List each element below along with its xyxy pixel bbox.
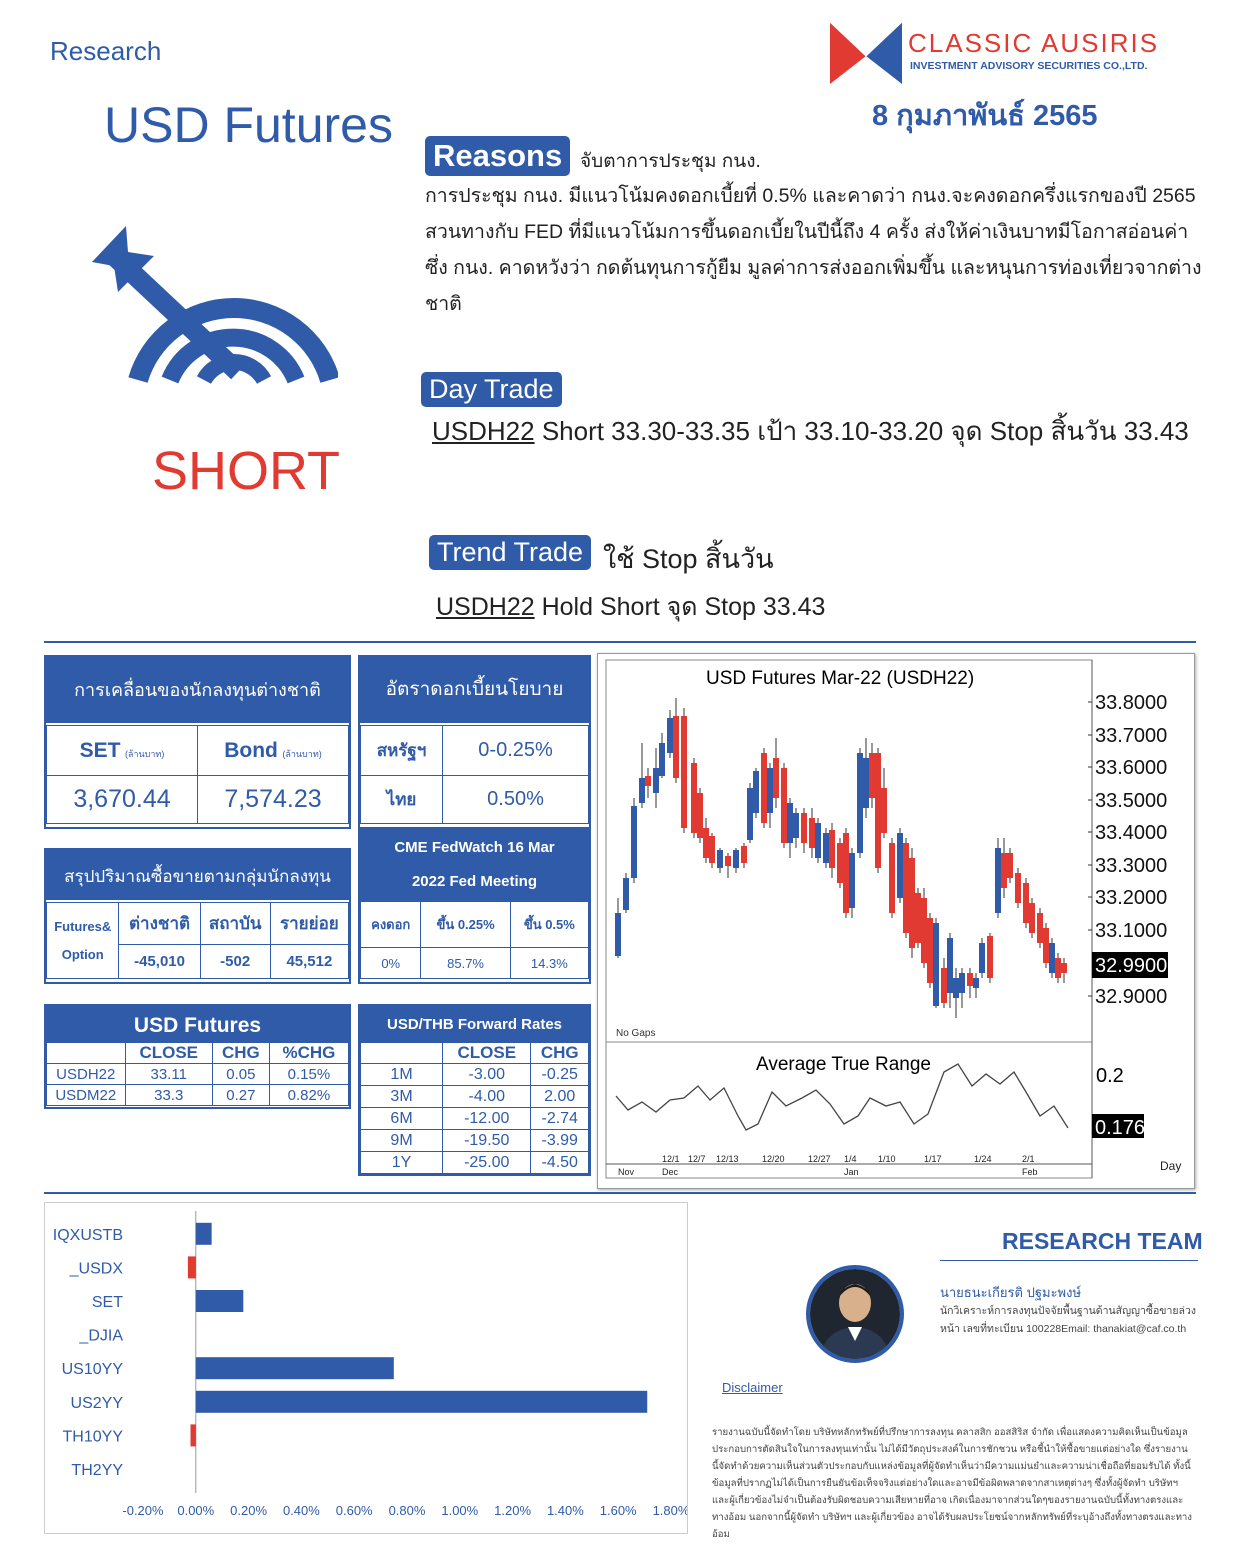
col-header: CLOSE: [443, 1043, 531, 1064]
month-tick-label: Feb: [1022, 1167, 1038, 1177]
disclaimer-text: รายงานฉบับนี้จัดทำโดย บริษัทหลักทรัพย์ที่ปรึกษาการลงทุน คลาสสิก ออสสิริส จำกัด เพื่อแสดงความคิดเห็นเป็นข้อมูลประกอบการตัดสินใจในการลงทุนเท่านั้น ไม่ได้มีวัตถุประสงค์ในการชักชวน หรือชี้นำให้ซื้อขายแต่อย่างใด ซึ่งรายงานนี้จัดทำด้วยความเห็นส่วนตัวประกอบกับแหล่งข้อมูลที่ผู้จัดทำเห็นว่ามีความแม่นยำและความน่าเชื่อถือที่ยอมรับได้ ทั้งนี้ข้อมูลที่ปรากฏไม่ได้เป็นการยืนยันข้อเท็จจริงแต่อย่างใดและอาจมีข้อผิดพลาดจากสาเหตุต่างๆ ซึ่งทั้งผู้จัดทำ บริษัทฯ และผู้เกี่ยวข้องไม่จำเป็นต้องรับผิดชอบความเสียหายที่อาจ เกิดเนื่องมาจากส่วนใดๆของรายงานฉบับนี้ทั้งทางตรงและทางอ้อม นอกจากนี้ผู้จัดทำ บริษัทฯ และผู้เกี่ยวข้อง อาจได้รับผลประโยชน์จากหลักทรัพย์ที่ระบุอ้างถึงทั้งทางตรงและทางอ้อม: [712, 1427, 1192, 1540]
report-date: 8 กุมภาพันธ์ 2565: [872, 100, 1098, 132]
retail-header: รายย่อย: [270, 903, 348, 945]
col-header: [361, 1043, 443, 1064]
table-row: [361, 1086, 589, 1108]
cell: 0.15%: [269, 1064, 348, 1085]
foreign-value: -45,010: [119, 945, 200, 979]
bar-category-label: IQXUSTB: [52, 1226, 123, 1244]
candle-body: [979, 943, 985, 973]
x-tick-label: 0.40%: [282, 1503, 320, 1518]
market-change-svg: [45, 1203, 687, 1533]
reasons-tag: Reasons: [425, 136, 570, 176]
candle-body: [909, 858, 915, 948]
forward-rates-title: USD/THB Forward Rates: [360, 1006, 589, 1042]
cell: 1M: [361, 1064, 443, 1086]
section-label: Research: [50, 36, 162, 66]
candle-body: [881, 788, 887, 833]
candle-body: [761, 753, 767, 823]
month-tick-label: Nov: [618, 1167, 635, 1177]
bond-value: 7,574.23: [198, 776, 349, 824]
last-price: 32.9900: [1095, 955, 1168, 977]
candle-body: [1001, 853, 1007, 888]
candle-body: [667, 718, 673, 753]
atr-title: Average True Range: [756, 1054, 931, 1075]
candle-body: [837, 843, 843, 883]
logo-subtitle: INVESTMENT ADVISORY SECURITIES CO.,LTD.: [910, 60, 1148, 72]
y-tick-label: 32.9000: [1095, 986, 1168, 1008]
candle-body: [681, 716, 687, 828]
candle-body: [753, 771, 759, 813]
divider: [44, 1192, 1196, 1194]
investor-summary-title: สรุปปริมาณซื้อขายตามกลุ่มนักลงทุน: [46, 850, 349, 900]
candle-body: [691, 763, 697, 833]
candle-body: [875, 753, 881, 868]
y-tick-label: 33.1000: [1095, 920, 1168, 942]
table-row: [361, 1152, 589, 1174]
cell: -3.00: [443, 1064, 531, 1086]
fedwatch-value: 14.3%: [510, 948, 588, 979]
usd-futures-title: USD Futures: [46, 1006, 349, 1042]
date-tick-label: 1/17: [924, 1154, 942, 1164]
reasons-body: การประชุม กนง. มีแนวโน้มคงดอกเบี้ยที่ 0.5% และคาดว่า กนง.จะคงดอกครึ่งแรกของปี 2565 สวนทางกับ FED ที่มีแนวโน้มการขึ้นดอกเบี้ยในปีนี้ถึง 4 ครั้ง ส่งให้ค่าเงินบาทมีโอกาสอ่อนค่า ซึ่ง กนง. คาดหวังว่า กดต้นทุนการกู้ยืม มูลค่าการส่งออกเพิ่มขึ้น และหนุนการท่องเที่ยวจากต่างชาติ: [425, 185, 1202, 315]
y-tick-label: 33.5000: [1095, 790, 1168, 812]
divider: [940, 1260, 1198, 1261]
market-change-chart: [44, 1202, 688, 1534]
fedwatch-header: ขึ้น 0.25%: [421, 902, 510, 948]
y-tick-label: 33.6000: [1095, 757, 1168, 779]
candle-body: [889, 843, 895, 913]
x-tick-label: 1.60%: [599, 1503, 637, 1518]
col-header: CLOSE: [125, 1043, 212, 1064]
trend-trade-text: Hold Short จุด Stop 33.43: [534, 593, 826, 621]
candle-body: [857, 753, 863, 853]
candle-body: [1037, 913, 1043, 943]
candle-body: [915, 893, 921, 943]
foreign-flow-title: การเคลื่อนของนักลงทุนต่างชาติ: [46, 657, 349, 723]
col-header: CHG: [531, 1043, 589, 1064]
date-tick-label: 12/7: [688, 1154, 706, 1164]
y-tick-label: 33.4000: [1095, 822, 1168, 844]
cell: -19.50: [443, 1130, 531, 1152]
candle-body: [1055, 958, 1061, 978]
policy-rate-title: อัตราดอกเบี้ยนโยบาย: [360, 657, 589, 723]
page-title: USD Futures: [104, 97, 393, 153]
candle-body: [615, 913, 621, 956]
candle-body: [959, 973, 965, 993]
investor-summary-panel: [44, 848, 351, 984]
cell: 0.82%: [269, 1085, 348, 1106]
bar-us2yy: [196, 1391, 647, 1413]
candle-body: [673, 716, 679, 778]
bar-category-label: SET: [91, 1294, 123, 1311]
x-tick-label: 1.00%: [441, 1503, 479, 1518]
date-tick-label: 12/1: [662, 1154, 680, 1164]
cell: 33.11: [125, 1064, 212, 1085]
date-tick-label: 12/27: [808, 1154, 831, 1164]
candle-body: [717, 850, 723, 868]
candle-body: [623, 878, 629, 910]
candle-body: [703, 828, 709, 858]
candle-body: [967, 973, 973, 986]
candle-body: [733, 850, 739, 868]
table-row: [47, 1085, 349, 1106]
period-label: Day: [1160, 1159, 1182, 1173]
bar-category-label: US10YY: [61, 1361, 123, 1379]
candle-body: [973, 978, 979, 988]
candle-body: [1029, 903, 1035, 933]
foreign-flow-panel: [44, 655, 351, 829]
fedwatch-header: คงดอก: [361, 902, 421, 948]
cell: 1Y: [361, 1152, 443, 1174]
atr-tick: 0.2: [1096, 1065, 1124, 1087]
analyst-avatar: [806, 1265, 904, 1363]
x-tick-label: 0.00%: [177, 1503, 215, 1518]
bar-category-label: _DJIA: [79, 1327, 123, 1345]
month-tick-label: Jan: [844, 1167, 859, 1177]
no-gaps-label: No Gaps: [616, 1028, 656, 1039]
cell: USDM22: [47, 1085, 126, 1106]
atr-last: 0.176: [1095, 1117, 1146, 1139]
candle-body: [1007, 853, 1013, 878]
reasons-headline: จับตาการประชุม กนง.: [580, 151, 761, 172]
table-row: [47, 1064, 349, 1085]
candle-body: [995, 848, 1001, 913]
price-chart-title: USD Futures Mar-22 (USDH22): [706, 668, 975, 689]
logo-name: CLASSIC AUSIRIS: [908, 28, 1160, 58]
x-tick-label: 1.40%: [546, 1503, 584, 1518]
fedwatch-header: ขึ้น 0.5%: [510, 902, 588, 948]
bar-iqxustb: [196, 1223, 212, 1245]
cell: -12.00: [443, 1108, 531, 1130]
candle-body: [1049, 943, 1055, 973]
policy-rate-value: 0.50%: [443, 776, 589, 824]
y-tick-label: 33.8000: [1095, 692, 1168, 714]
stance-label: SHORT: [152, 441, 341, 501]
price-chart-panel: [597, 653, 1195, 1189]
target-icon: [82, 222, 338, 388]
research-team-title: RESEARCH TEAM: [1002, 1228, 1203, 1254]
cell: USDH22: [47, 1064, 126, 1085]
bar-th10yy: [191, 1424, 196, 1446]
candle-body: [843, 833, 849, 913]
trend-trade-recommendation: [436, 587, 825, 627]
x-tick-label: 1.80%: [652, 1503, 687, 1518]
cell: -3.99: [531, 1130, 589, 1152]
day-trade-tag: Day Trade: [421, 372, 562, 407]
candle-body: [741, 846, 747, 863]
bar-category-label: US2YY: [70, 1394, 123, 1412]
cell: 0.05: [212, 1064, 269, 1085]
fedwatch-value: 0%: [361, 948, 421, 979]
candle-body: [947, 938, 953, 993]
candle-body: [863, 758, 869, 808]
divider: [44, 641, 1196, 643]
analyst-description: นักวิเคราะห์การลงทุนปัจจัยพื้นฐานด้านสัญญาซื้อขายล่วงหน้า เลขที่ทะเบียน 100228Email: thanakiat@caf.co.th: [940, 1305, 1196, 1335]
usd-futures-panel: [44, 1004, 351, 1109]
date-tick-label: 12/13: [716, 1154, 739, 1164]
candle-body: [941, 968, 947, 1003]
candle-body: [801, 813, 807, 843]
bar-category-label: TH10YY: [62, 1428, 123, 1446]
candle-body: [659, 743, 665, 776]
candle-body: [809, 818, 815, 848]
cell: -4.50: [531, 1152, 589, 1174]
candle-body: [787, 803, 793, 843]
cell: 0.27: [212, 1085, 269, 1106]
x-tick-label: 1.20%: [494, 1503, 532, 1518]
cell: -0.25: [531, 1064, 589, 1086]
forward-rates-panel: [358, 1004, 591, 1176]
cell: 2.00: [531, 1086, 589, 1108]
candle-body: [653, 768, 659, 793]
y-tick-label: 33.2000: [1095, 887, 1168, 909]
candle-body: [927, 918, 933, 983]
set-header: SET (ล้านบาท): [47, 726, 198, 776]
cell: 3M: [361, 1086, 443, 1108]
fedwatch-panel: [358, 827, 591, 984]
cell: -4.00: [443, 1086, 531, 1108]
cell: 6M: [361, 1108, 443, 1130]
date-tick-label: 12/20: [762, 1154, 785, 1164]
candle-body: [781, 768, 787, 843]
candle-body: [1015, 873, 1021, 903]
bar-set: [196, 1290, 244, 1312]
candle-body: [697, 793, 703, 838]
candle-body: [793, 813, 799, 838]
date-tick-label: 2/1: [1022, 1154, 1035, 1164]
futures-option-label: Futures& Option: [47, 903, 119, 979]
candle-body: [849, 853, 855, 908]
candle-body: [897, 833, 903, 898]
bond-header: Bond (ล้านบาท): [198, 726, 349, 776]
col-header: [47, 1043, 126, 1064]
fedwatch-title: CME FedWatch 16 Mar 2022 Fed Meeting: [360, 829, 589, 901]
foreign-header: ต่างชาติ: [119, 903, 200, 945]
candle-body: [725, 856, 731, 866]
cell: -25.00: [443, 1152, 531, 1174]
bar-category-label: _USDX: [69, 1260, 123, 1278]
col-header: CHG: [212, 1043, 269, 1064]
candle-body: [1061, 963, 1067, 973]
bar-us10yy: [196, 1357, 394, 1379]
candle-body: [903, 843, 909, 933]
price-chart-svg: [598, 654, 1194, 1188]
cell: -2.74: [531, 1108, 589, 1130]
candle-body: [773, 758, 779, 798]
date-tick-label: 1/24: [974, 1154, 992, 1164]
bar-category-label: TH2YY: [71, 1462, 123, 1479]
candle-body: [709, 836, 715, 863]
cell: 33.3: [125, 1085, 212, 1106]
trend-trade-symbol: USDH22: [436, 593, 535, 621]
date-tick-label: 1/4: [844, 1154, 857, 1164]
policy-country: ไทย: [361, 776, 443, 824]
candle-body: [921, 898, 927, 963]
bar-usdx: [188, 1256, 196, 1278]
candle-body: [823, 833, 829, 863]
day-trade-text: Short 33.30-33.35 เป้า 33.10-33.20 จุด Stop สิ้นวัน 33.43: [534, 416, 1189, 446]
institution-value: -502: [200, 945, 270, 979]
institution-header: สถาบัน: [200, 903, 270, 945]
candle-body: [631, 806, 637, 878]
fedwatch-value: 85.7%: [421, 948, 510, 979]
day-trade-symbol: USDH22: [432, 416, 535, 446]
table-row: [361, 1064, 589, 1086]
candle-body: [747, 788, 753, 840]
candle-body: [987, 936, 993, 978]
trend-trade-tag: Trend Trade: [429, 535, 591, 570]
cell: 9M: [361, 1130, 443, 1152]
day-trade-recommendation: [432, 413, 1192, 449]
analyst-name: นายธนะเกียรติ ปฐมะพงษ์: [940, 1285, 1082, 1300]
x-tick-label: 0.20%: [230, 1503, 268, 1518]
candle-body: [829, 830, 835, 868]
candle-body: [639, 778, 645, 803]
trend-trade-note: ใช้ Stop สิ้นวัน: [603, 544, 774, 574]
candle-body: [1023, 883, 1029, 923]
candle-body: [953, 978, 959, 998]
candle-body: [1043, 928, 1049, 963]
policy-country: สหรัฐฯ: [361, 726, 443, 776]
table-row: [361, 1130, 589, 1152]
disclaimer-link[interactable]: Disclaimer: [722, 1380, 783, 1395]
policy-rate-value: 0-0.25%: [443, 726, 589, 776]
month-tick-label: Dec: [662, 1167, 679, 1177]
x-tick-label: -0.20%: [122, 1503, 164, 1518]
y-tick-label: 33.3000: [1095, 855, 1168, 877]
table-row: [361, 1108, 589, 1130]
x-tick-label: 0.80%: [388, 1503, 426, 1518]
y-tick-label: 33.7000: [1095, 725, 1168, 747]
set-value: 3,670.44: [47, 776, 198, 824]
x-tick-label: 0.60%: [335, 1503, 373, 1518]
candle-body: [645, 776, 651, 786]
retail-value: 45,512: [270, 945, 348, 979]
candle-body: [767, 768, 773, 813]
policy-rate-panel: [358, 655, 591, 829]
candle-body: [933, 923, 939, 1006]
candle-body: [869, 753, 875, 798]
date-tick-label: 1/10: [878, 1154, 896, 1164]
col-header: %CHG: [269, 1043, 348, 1064]
candle-body: [815, 823, 821, 858]
